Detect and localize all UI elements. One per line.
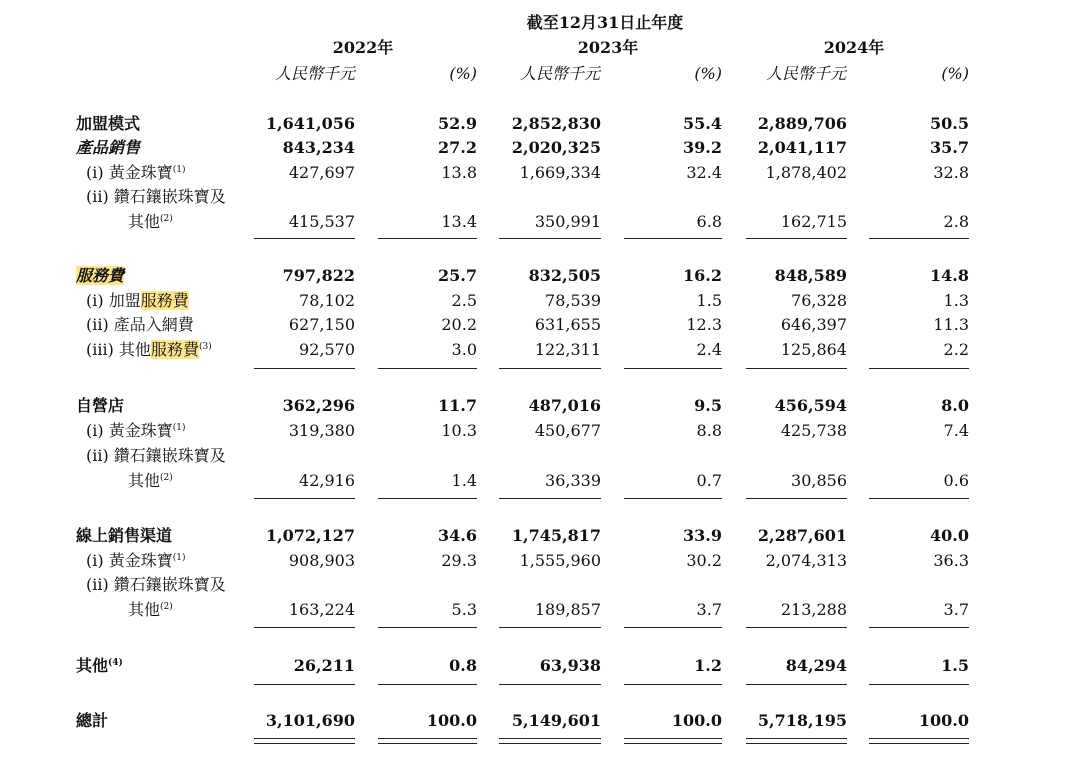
table-cell: 456,594: [774, 396, 847, 415]
table-cell: 2,287,601: [757, 526, 847, 545]
section-rule: [869, 627, 969, 628]
table-cell: 25.7: [438, 266, 477, 285]
table-cell: 40.0: [930, 526, 969, 545]
footnote-marker: (1): [172, 553, 186, 563]
row-label: 總計: [76, 711, 109, 730]
year-header: 2022年: [332, 38, 394, 57]
total-double-rule: [624, 743, 722, 744]
row-label: 產品銷售: [76, 138, 141, 157]
footnote-marker: (1): [172, 423, 186, 433]
row-label: 其他$^{(2)}$: [128, 600, 173, 619]
row-label: 自營店: [76, 396, 125, 415]
section-rule: [624, 498, 722, 499]
table-cell: 189,857: [534, 600, 601, 619]
table-cell: 32.4: [686, 163, 722, 182]
table-cell: 20.2: [441, 315, 477, 334]
table-cell: 33.9: [683, 526, 722, 545]
section-rule: [746, 368, 847, 369]
section-rule: [746, 627, 847, 628]
table-cell: 6.8: [696, 212, 722, 231]
section-rule: [869, 368, 969, 369]
table-cell: 5,149,601: [511, 711, 601, 730]
table-cell: 11.7: [438, 396, 477, 415]
table-cell: 35.7: [930, 138, 969, 157]
total-double-rule: [869, 738, 969, 739]
table-cell: 2,852,830: [511, 114, 601, 133]
table-cell: 100.0: [426, 711, 477, 730]
section-rule: [378, 627, 477, 628]
table-cell: 2,041,117: [757, 138, 847, 157]
section-rule: [624, 627, 722, 628]
section-rule: [624, 238, 722, 239]
table-cell: 14.8: [930, 266, 969, 285]
table-cell: 350,991: [534, 212, 601, 231]
table-cell: 1,641,056: [265, 114, 355, 133]
total-double-rule: [869, 743, 969, 744]
table-cell: 30.2: [686, 551, 722, 570]
row-label: 線上銷售渠道: [76, 526, 173, 545]
table-cell: 36.3: [933, 551, 969, 570]
table-cell: 5.3: [451, 600, 477, 619]
row-label: (i) 加盟服務費: [86, 291, 189, 310]
table-cell: 2.5: [451, 291, 477, 310]
highlighted-term: 服務費: [150, 340, 199, 359]
unit-header: 人民幣千元: [766, 64, 847, 83]
table-cell: 627,150: [288, 315, 355, 334]
table-cell: 2.8: [943, 212, 969, 231]
table-cell: 26,211: [293, 656, 355, 675]
section-rule: [624, 368, 722, 369]
row-label: (ii) 產品入網費: [86, 315, 194, 334]
highlighted-term: 服務費: [140, 291, 189, 310]
row-label: 加盟模式: [76, 114, 141, 133]
section-rule: [869, 498, 969, 499]
section-rule: [624, 684, 722, 685]
table-cell: 1,555,960: [519, 551, 601, 570]
table-cell: 122,311: [534, 340, 601, 359]
table-cell: 1.2: [694, 656, 722, 675]
section-rule: [869, 238, 969, 239]
table-cell: 3.7: [943, 600, 969, 619]
total-double-rule: [746, 743, 847, 744]
table-cell: 78,539: [545, 291, 601, 310]
table-cell: 8.8: [696, 421, 722, 440]
table-cell: 78,102: [299, 291, 355, 310]
table-cell: 2,020,325: [511, 138, 601, 157]
section-rule: [378, 684, 477, 685]
section-rule: [499, 238, 601, 239]
row-label: (ii) 鑽石鑲嵌珠寶及: [86, 446, 226, 465]
table-cell: 1,878,402: [765, 163, 847, 182]
table-cell: 52.9: [438, 114, 477, 133]
row-label: (ii) 鑽石鑲嵌珠寶及: [86, 575, 226, 594]
row-label: 其他$^{(2)}$: [128, 212, 173, 231]
section-rule: [746, 684, 847, 685]
section-rule: [746, 238, 847, 239]
table-cell: 1.5: [696, 291, 722, 310]
table-cell: 8.0: [941, 396, 969, 415]
table-cell: 100.0: [671, 711, 722, 730]
table-cell: 631,655: [534, 315, 601, 334]
section-rule: [499, 498, 601, 499]
table-cell: 908,903: [288, 551, 355, 570]
table-cell: 7.4: [943, 421, 969, 440]
table-cell: 11.3: [933, 315, 969, 334]
table-cell: 34.6: [438, 526, 477, 545]
table-cell: 319,380: [288, 421, 355, 440]
table-cell: 425,738: [780, 421, 847, 440]
table-cell: 2.4: [696, 340, 722, 359]
table-cell: 29.3: [441, 551, 477, 570]
total-double-rule: [254, 738, 355, 739]
row-label: 其他$^{(4)}$: [76, 656, 123, 675]
table-cell: 1,669,334: [519, 163, 601, 182]
table-cell: 63,938: [539, 656, 601, 675]
table-cell: 3.7: [696, 600, 722, 619]
table-cell: 9.5: [694, 396, 722, 415]
section-rule: [378, 498, 477, 499]
table-cell: 13.4: [441, 212, 477, 231]
table-cell: 3.0: [451, 340, 477, 359]
table-cell: 30,856: [791, 471, 847, 490]
row-label: (ii) 鑽石鑲嵌珠寶及: [86, 187, 226, 206]
section-rule: [254, 368, 355, 369]
table-cell: 2,889,706: [757, 114, 847, 133]
table-cell: 36,339: [545, 471, 601, 490]
footnote-marker: (2): [160, 602, 173, 612]
year-header: 2023年: [577, 38, 639, 57]
section-rule: [869, 684, 969, 685]
total-double-rule: [624, 738, 722, 739]
section-rule: [254, 627, 355, 628]
section-rule: [499, 684, 601, 685]
total-double-rule: [378, 743, 477, 744]
period-header: 截至12月31日止年度: [526, 13, 684, 32]
section-rule: [499, 368, 601, 369]
table-cell: 92,570: [299, 340, 355, 359]
table-cell: 450,677: [534, 421, 601, 440]
section-rule: [746, 498, 847, 499]
table-cell: 84,294: [785, 656, 847, 675]
total-double-rule: [378, 738, 477, 739]
table-cell: 76,328: [791, 291, 847, 310]
section-rule: [254, 238, 355, 239]
row-label: (i) 黃金珠寶$^{(1)}$: [86, 163, 186, 182]
unit-header: 人民幣千元: [520, 64, 601, 83]
table-cell: 10.3: [441, 421, 477, 440]
row-label: (i) 黃金珠寶$^{(1)}$: [86, 551, 186, 570]
pct-header: (%): [449, 64, 477, 83]
table-cell: 427,697: [288, 163, 355, 182]
total-double-rule: [254, 743, 355, 744]
table-cell: 1,745,817: [511, 526, 601, 545]
total-double-rule: [499, 743, 601, 744]
table-cell: 1.4: [451, 471, 477, 490]
section-rule: [378, 238, 477, 239]
table-cell: 0.7: [696, 471, 722, 490]
row-label: 其他$^{(2)}$: [128, 471, 173, 490]
table-cell: 848,589: [774, 266, 847, 285]
table-cell: 16.2: [683, 266, 722, 285]
table-cell: 55.4: [683, 114, 722, 133]
table-cell: 27.2: [438, 138, 477, 157]
table-cell: 163,224: [288, 600, 355, 619]
table-cell: 1.5: [941, 656, 969, 675]
section-rule: [254, 498, 355, 499]
section-rule: [499, 627, 601, 628]
unit-header: 人民幣千元: [275, 64, 356, 83]
row-label: [76, 266, 124, 286]
table-cell: 843,234: [282, 138, 355, 157]
footnote-marker: (4): [108, 658, 123, 668]
table-cell: 1,072,127: [265, 526, 355, 545]
table-cell: 50.5: [930, 114, 969, 133]
table-cell: 2,074,313: [765, 551, 847, 570]
footnote-marker: (2): [160, 214, 173, 224]
table-cell: 0.6: [943, 471, 969, 490]
table-cell: 1.3: [943, 291, 969, 310]
table-cell: 2.2: [943, 340, 969, 359]
section-rule: [254, 684, 355, 685]
table-cell: 0.8: [449, 656, 477, 675]
table-cell: 42,916: [299, 471, 355, 490]
table-cell: 162,715: [780, 212, 847, 231]
table-cell: 487,016: [528, 396, 601, 415]
table-cell: 5,718,195: [757, 711, 847, 730]
pct-header: (%): [941, 64, 969, 83]
table-cell: 32.8: [933, 163, 969, 182]
table-cell: 39.2: [683, 138, 722, 157]
table-cell: 3,101,690: [265, 711, 355, 730]
section-rule: [378, 368, 477, 369]
row-label: (i) 黃金珠寶$^{(1)}$: [86, 421, 186, 440]
pct-header: (%): [694, 64, 722, 83]
table-cell: 13.8: [441, 163, 477, 182]
table-cell: 832,505: [528, 266, 601, 285]
table-cell: 362,296: [282, 396, 355, 415]
footnote-marker: (2): [160, 473, 173, 483]
footnote-marker: (3): [198, 342, 212, 352]
footnote-marker: (1): [172, 165, 186, 175]
highlighted-term: 服務費: [76, 266, 125, 285]
total-double-rule: [746, 738, 847, 739]
table-cell: 12.3: [686, 315, 722, 334]
table-cell: 415,537: [288, 212, 355, 231]
table-cell: 125,864: [780, 340, 847, 359]
table-cell: 100.0: [918, 711, 969, 730]
total-double-rule: [499, 738, 601, 739]
year-header: 2024年: [823, 38, 885, 57]
row-label: (iii) 其他服務費$^{(3)}$: [86, 340, 212, 359]
table-cell: 213,288: [780, 600, 847, 619]
table-cell: 797,822: [282, 266, 355, 285]
table-cell: 646,397: [780, 315, 847, 334]
